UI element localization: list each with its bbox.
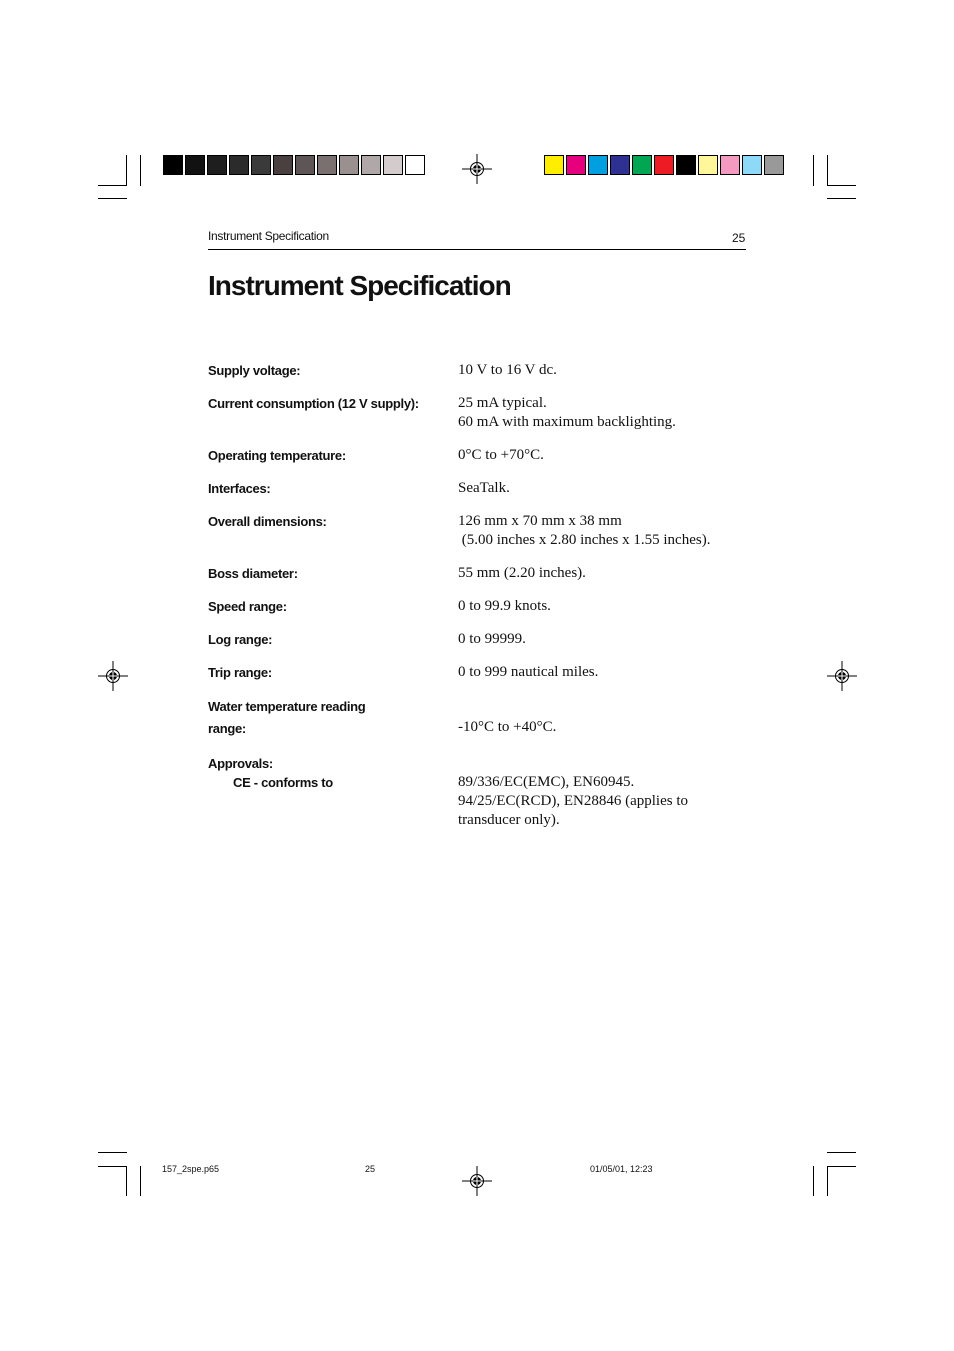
spec-row-trip-range [208, 663, 748, 682]
running-header-title: Instrument Specification [208, 229, 329, 243]
crop-mark [98, 1152, 127, 1153]
crop-mark [827, 1152, 856, 1153]
color-swatch [610, 155, 630, 175]
registration-mark-icon [462, 1166, 492, 1196]
spec-value-line: 55 mm (2.20 inches). [458, 565, 586, 581]
spec-label: Log range: [208, 632, 273, 647]
crop-mark [827, 1166, 828, 1196]
crop-mark [140, 155, 141, 186]
color-swatch [566, 155, 586, 175]
spec-value [458, 696, 748, 740]
spec-label: Speed range: [208, 599, 287, 614]
spec-value [458, 597, 748, 616]
color-swatch [720, 155, 740, 175]
spec-label: Interfaces: [208, 481, 271, 496]
spec-row-overall-dimensions [208, 512, 748, 550]
spec-label: Trip range: [208, 665, 272, 680]
color-swatch [339, 155, 359, 175]
spec-value-line: 89/336/EC(EMC), EN60945. [458, 774, 635, 790]
spec-row-log-range [208, 630, 748, 649]
grayscale-bar [163, 155, 427, 175]
footer-datetime: 01/05/01, 12:23 [590, 1164, 653, 1174]
approvals-sub-label: CE - conforms to [233, 775, 333, 790]
page-title: Instrument Specification [208, 270, 511, 301]
crop-mark [98, 185, 127, 186]
color-swatch [698, 155, 718, 175]
spec-value-line: 126 mm x 70 mm x 38 mm [458, 513, 622, 529]
color-swatch [383, 155, 403, 175]
spec-value [458, 663, 748, 682]
spec-value [458, 754, 748, 830]
color-swatch [632, 155, 652, 175]
registration-mark-icon [827, 661, 857, 691]
spec-row-interfaces [208, 479, 748, 498]
spec-label-line: range: [208, 721, 246, 736]
color-swatch [764, 155, 784, 175]
spec-label: Overall dimensions: [208, 514, 327, 529]
color-swatch [229, 155, 249, 175]
color-swatch [654, 155, 674, 175]
spec-value-line: 60 mA with maximum backlighting. [458, 414, 676, 430]
spec-value-line: 94/25/EC(RCD), EN28846 (applies to [458, 793, 688, 809]
spec-label: Current consumption (12 V supply): [208, 396, 419, 411]
registration-mark-icon [462, 154, 492, 184]
crop-mark [126, 1166, 127, 1196]
spec-value-line: 0 to 99.9 knots. [458, 598, 551, 614]
spec-label [208, 696, 458, 740]
color-swatch [317, 155, 337, 175]
spec-value [458, 630, 748, 649]
crop-mark [126, 155, 127, 186]
footer-page: 25 [365, 1164, 376, 1174]
crop-mark [140, 1166, 141, 1196]
spec-row-current-consumption [208, 394, 748, 432]
spec-row-water-temperature [208, 696, 748, 740]
spec-value-line: 0°C to +70°C. [458, 447, 544, 463]
color-swatch [251, 155, 271, 175]
spec-row-boss-diameter [208, 564, 748, 583]
spec-value [458, 564, 748, 583]
crop-mark [813, 155, 814, 186]
crop-mark [827, 198, 856, 199]
spec-row-approvals [208, 754, 748, 830]
spec-value-line: 0 to 999 nautical miles. [458, 664, 599, 680]
spec-value [458, 446, 748, 465]
spec-label: Boss diameter: [208, 566, 298, 581]
spec-table [208, 361, 748, 830]
color-swatch [273, 155, 293, 175]
crop-mark [813, 1166, 814, 1196]
spec-value-line: (5.00 inches x 2.80 inches x 1.55 inches). [458, 532, 711, 548]
spec-value-line: -10°C to +40°C. [458, 719, 557, 735]
running-header-page-number: 25 [732, 231, 746, 245]
spec-row-supply-voltage [208, 361, 748, 380]
color-swatch [163, 155, 183, 175]
spec-value-line: SeaTalk. [458, 480, 510, 496]
color-bar [544, 155, 786, 175]
crop-mark [827, 185, 856, 186]
color-swatch [588, 155, 608, 175]
spec-value [458, 394, 748, 432]
color-swatch [295, 155, 315, 175]
crop-mark [827, 1166, 856, 1167]
spec-value-line: 25 mA typical. [458, 395, 547, 411]
color-swatch [361, 155, 381, 175]
spec-value-line: transducer only). [458, 812, 560, 828]
spec-label-line: Water temperature reading [208, 699, 366, 714]
spec-label: Operating temperature: [208, 448, 346, 463]
color-swatch [207, 155, 227, 175]
color-swatch [405, 155, 425, 175]
approvals-label: Approvals: [208, 756, 273, 771]
color-swatch [185, 155, 205, 175]
spec-value [458, 479, 748, 498]
spec-label: Supply voltage: [208, 363, 301, 378]
spec-row-operating-temperature [208, 446, 748, 465]
header-rule [208, 249, 746, 250]
footer-filename: 157_2spe.p65 [162, 1164, 220, 1174]
spec-value-line: 10 V to 16 V dc. [458, 362, 557, 378]
crop-mark [98, 198, 127, 199]
registration-mark-icon [98, 661, 128, 691]
spec-value-line: 0 to 99999. [458, 631, 526, 647]
crop-mark [98, 1166, 127, 1167]
crop-mark [827, 155, 828, 186]
color-swatch [544, 155, 564, 175]
spec-value [458, 361, 748, 380]
color-swatch [676, 155, 696, 175]
color-swatch [742, 155, 762, 175]
spec-row-speed-range [208, 597, 748, 616]
spec-value [458, 512, 748, 550]
spec-label [208, 754, 458, 830]
